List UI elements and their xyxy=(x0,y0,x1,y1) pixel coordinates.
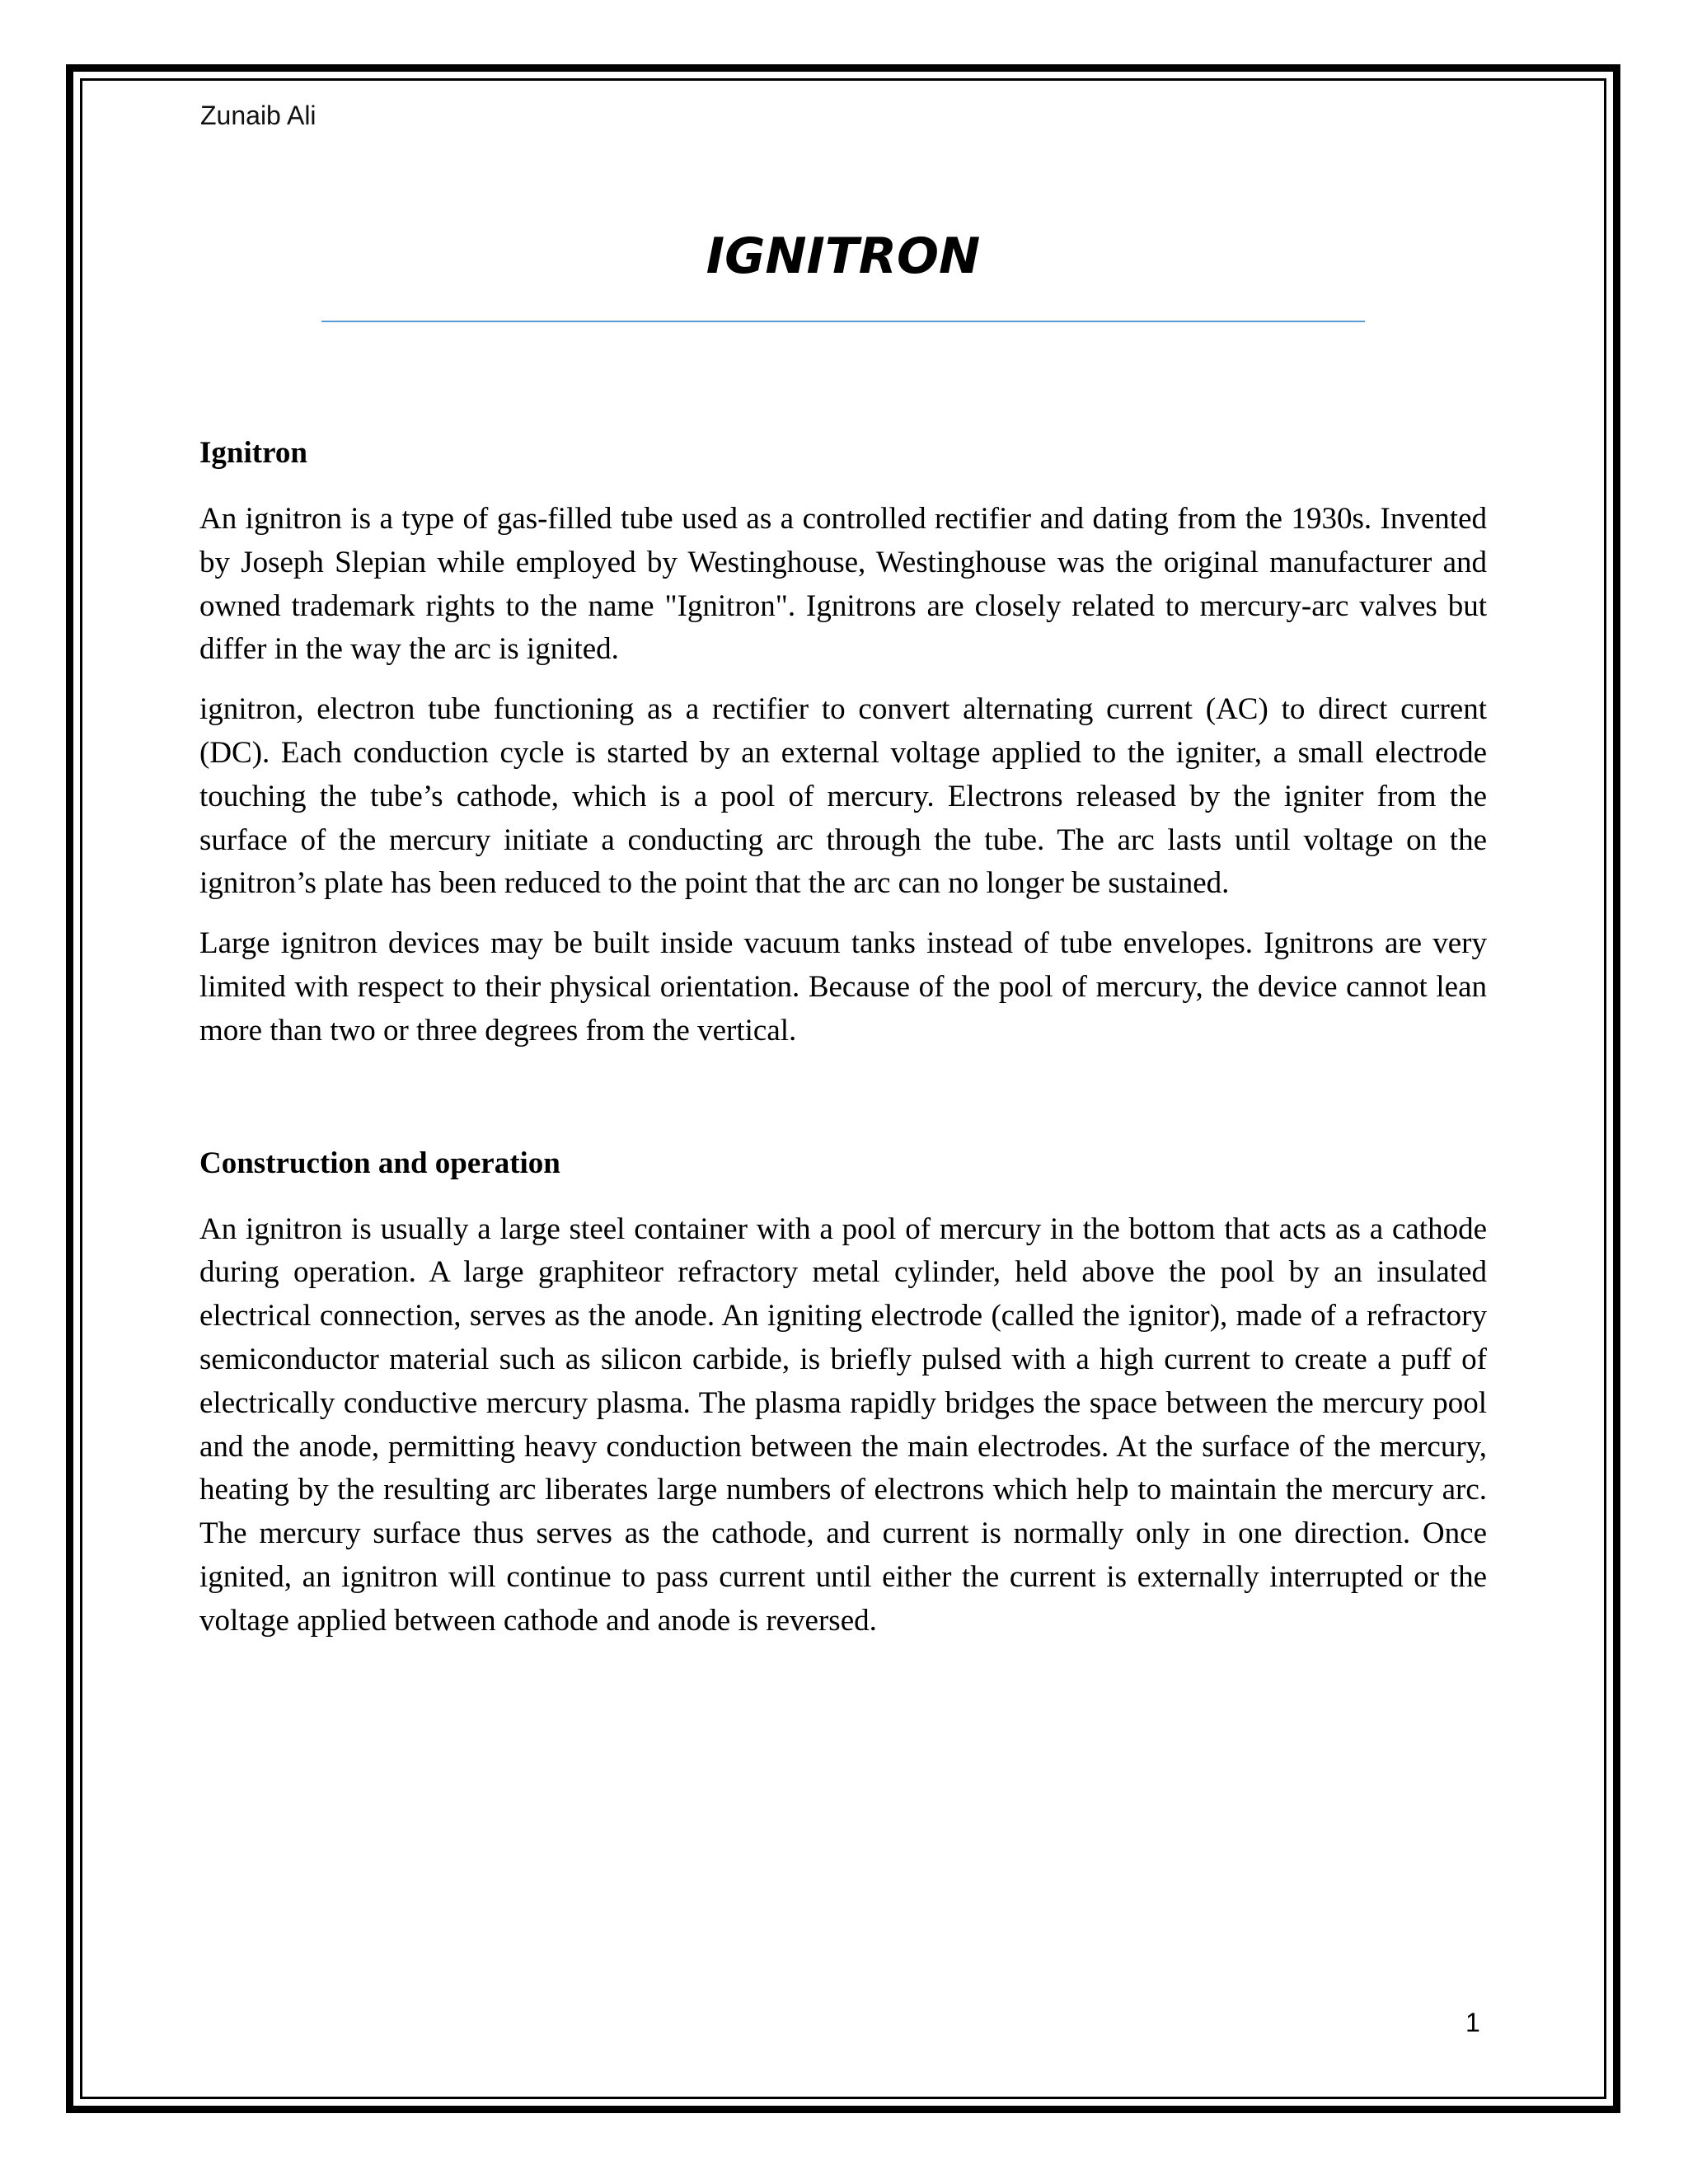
section-heading: Construction and operation xyxy=(199,1146,560,1180)
paragraph: An ignitron is usually a large steel container with a pool of mercury in the bottom that acts as a cathode during operation. A large graphiteor refractory metal cylinder, held above the pool by an insulated electrical connection, serves as the anode. An igniting electrode (called the ignitor), made of a refractory semiconductor material such as silicon carbide, is briefly pulsed with a high current to create a puff of electrically conductive mercury plasma. The plasma rapidly bridges the space between the mercury pool and the anode, permitting heavy conduction between the main electrodes. At the surface of the mercury, heating by the resulting arc liberates large numbers of electrons which help to maintain the mercury arc. The mercury surface thus serves as the cathode, and current is normally only in one direction. Once ignited, an ignitron will continue to pass current until either the current is externally interrupted or the voltage applied between cathode and anode is reversed. xyxy=(199,1212,1487,1638)
section-heading: Ignitron xyxy=(199,436,307,470)
paragraph: ignitron, electron tube functioning as a rectifier to convert alternating current (AC) to direct current (DC). Each conduction cycle is started by an external voltage applied to the igniter, a small electrode touching the tube’s cathode, which is a pool of mercury. Electrons released by the igniter from the surface of the mercury initiate a conducting arc through the tube. The arc lasts until voltage on the ignitron’s plate has been reduced to the point that the arc can no longer be sustained. xyxy=(199,692,1487,901)
paragraph: An ignitron is a type of gas-filled tube used as a controlled rectifier and dating from the 1930s. Invented by Joseph Slepian while employed by Westinghouse, Westinghouse was the original manufacturer and owned trademark rights to the name "Ignitron". Ignitrons are closely related to mercury-arc valves but differ in the way the arc is ignited. xyxy=(199,502,1487,667)
header-author: Zunaib Ali xyxy=(200,101,316,130)
page-number: 1 xyxy=(1465,2008,1480,2037)
title-underline-rule xyxy=(321,321,1365,322)
document-title: IGNITRON xyxy=(706,227,981,285)
section-ignitron xyxy=(199,427,1487,1053)
section-construction-and-operation xyxy=(199,1137,1487,1643)
section-spacer xyxy=(199,1070,1487,1137)
document-body xyxy=(199,427,1487,1660)
paragraph: Large ignitron devices may be built inside vacuum tanks instead of tube envelopes. Ignitrons are very limited with respect to their physical orientation. Because of the pool of mercury, the device cannot lean more than two or three degrees from the vertical. xyxy=(199,926,1487,1047)
